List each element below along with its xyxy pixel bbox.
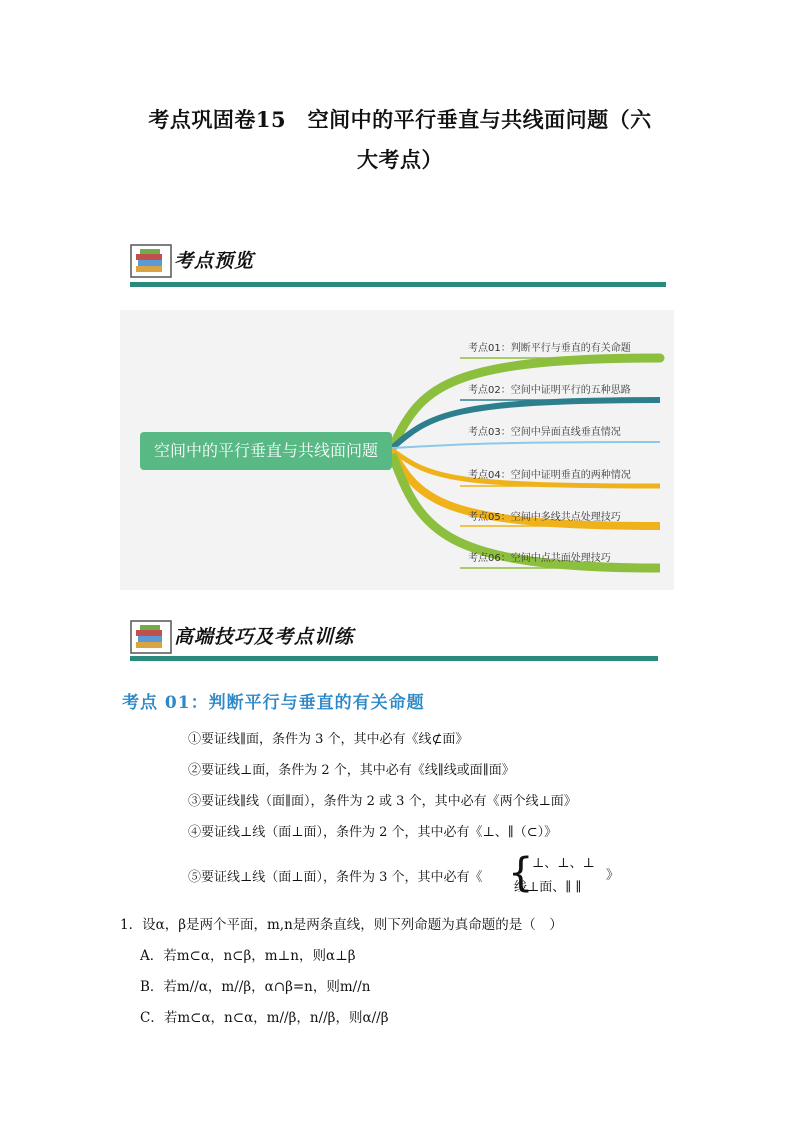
branch-3	[392, 442, 660, 448]
mindmap-leaf-1: 考点01：判断平行与垂直的有关命题	[468, 343, 631, 354]
training-banner-label: 高端技巧及考点训练	[174, 626, 355, 648]
brace-bottom-line: 线⊥面、∥ ∥	[514, 880, 582, 895]
rule-item-2: ②要证线⊥面，条件为 2 个，其中必有《线∥线或面∥面》	[188, 763, 515, 778]
brace-top-line: ⊥、⊥、⊥	[532, 856, 595, 871]
books-icon	[130, 620, 172, 654]
rule5-brace-group	[508, 852, 618, 898]
rule-item-1: ①要证线∥面，条件为 3 个，其中必有《线⊄面》	[188, 732, 469, 747]
mindmap-leaf-3: 考点03：空间中异面直线垂直情况	[468, 427, 621, 438]
mindmap-leaf-4: 考点04：空间中证明垂直的两种情况	[468, 470, 631, 481]
mindmap-diagram	[120, 310, 674, 590]
books-icon	[130, 244, 172, 278]
mindmap-leaf-5: 考点05：空间中多线共点处理技巧	[468, 512, 621, 523]
rule-item-3: ③要证线∥线（面∥面），条件为 2 或 3 个，其中必有《两个线⊥面》	[188, 794, 577, 809]
question-option-b: B．若m//α，m//β，α∩β=n，则m//n	[140, 979, 371, 995]
title-line-2: 大考点）	[357, 147, 443, 172]
question-option-a: A．若m⊂α，n⊂β，m⊥n，则α⊥β	[140, 948, 356, 964]
preview-banner	[130, 244, 666, 290]
training-banner	[130, 620, 658, 666]
mindmap-leaf-6: 考点06：空间中点共面处理技巧	[468, 553, 611, 564]
closing-quote: 》	[606, 868, 620, 883]
page-title	[110, 100, 690, 180]
title-line-1: 考点巩固卷15 空间中的平行垂直与共线面问题（六	[148, 107, 652, 132]
preview-banner-label: 考点预览	[174, 250, 255, 272]
section-heading: 考点 01：判断平行与垂直的有关命题	[122, 693, 425, 713]
banner-rule	[130, 656, 658, 661]
mindmap-leaf-2: 考点02：空间中证明平行的五种思路	[468, 385, 631, 396]
question-stem: 1．设α，β是两个平面，m,n是两条直线，则下列命题为真命题的是（ ）	[120, 917, 563, 933]
question-option-c: C．若m⊂α，n⊂α，m//β，n//β，则α//β	[140, 1010, 389, 1026]
banner-rule	[130, 282, 666, 287]
left-brace: {	[508, 850, 534, 896]
rule-item-4: ④要证线⊥线（面⊥面），条件为 2 个，其中必有《⊥、∥（⊂）》	[188, 825, 558, 840]
rule-item-5: ⑤要证线⊥线（面⊥面），条件为 3 个，其中必有《	[188, 870, 483, 885]
mindmap-center-node: 空间中的平行垂直与共线面问题	[140, 432, 392, 470]
